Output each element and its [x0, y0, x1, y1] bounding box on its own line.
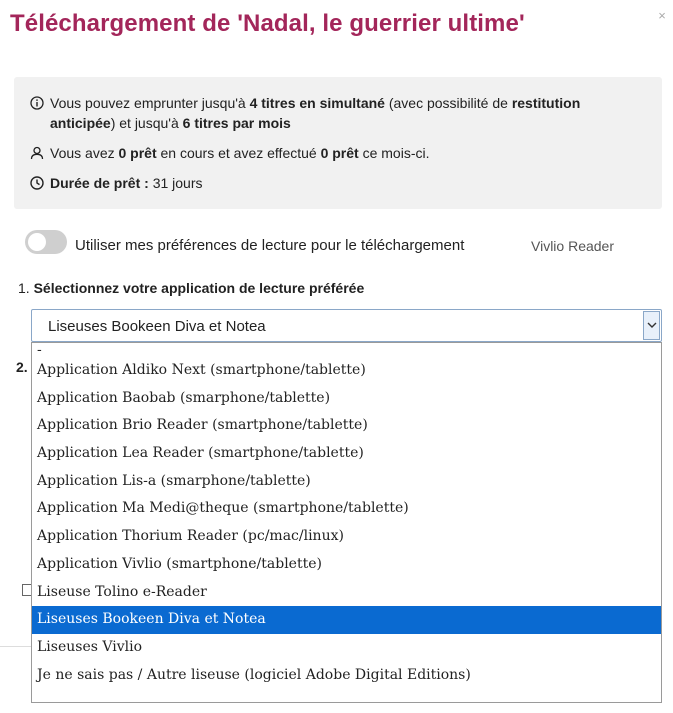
loan-info-box	[14, 77, 662, 209]
reading-preferences-row	[25, 230, 645, 256]
step2-number: 2.	[16, 359, 28, 375]
chevron-down-icon	[647, 322, 657, 329]
preferences-toggle[interactable]	[25, 230, 67, 254]
dropdown-option[interactable]: Application Brio Reader (smartphone/tablette)	[37, 417, 368, 434]
dropdown-option[interactable]: Application Lea Reader (smartphone/tablette)	[37, 445, 364, 462]
current-loans-line: Vous avez 0 prêt en cours et avez effectué 0 prêt ce mois-ci.	[30, 143, 646, 163]
step1-label: 1. Sélectionnez votre application de lecture préférée	[18, 280, 365, 296]
reading-app-options-list	[31, 342, 662, 703]
dropdown-option[interactable]: Application Baobab (smarphone/tablette)	[37, 389, 331, 406]
divider	[0, 646, 31, 647]
close-icon[interactable]: ×	[658, 8, 666, 23]
dropdown-option[interactable]: -	[37, 342, 42, 358]
dropdown-option[interactable]: Application Aldiko Next (smartphone/tablette)	[37, 362, 366, 378]
reading-app-select-value: Liseuses Bookeen Diva et Notea	[48, 318, 266, 335]
dropdown-option[interactable]: Application Lis-a (smarphone/tablette)	[37, 472, 311, 489]
loan-limit-line: Vous pouvez emprunter jusqu'à 4 titres en simultané (avec possibilité de restitution anticipée) et jusqu'à 6 titres par mois	[30, 93, 646, 133]
clock-icon	[30, 176, 44, 190]
dropdown-option[interactable]: Application Thorium Reader (pc/mac/linux)	[37, 528, 344, 545]
dropdown-option-selected[interactable]: Liseuses Bookeen Diva et Notea	[32, 606, 661, 634]
user-icon	[30, 146, 44, 160]
toggle-knob	[28, 233, 46, 251]
loan-duration-line: Durée de prêt : 31 jours	[30, 173, 646, 193]
dropdown-option[interactable]: Application Vivlio (smartphone/tablette)	[37, 555, 322, 572]
preferences-label: Utiliser mes préférences de lecture pour le téléchargement	[75, 237, 465, 254]
info-circle-icon	[30, 96, 44, 110]
dropdown-arrow[interactable]	[643, 311, 660, 340]
dropdown-option[interactable]: Application Ma Medi@theque (smartphone/tablette)	[37, 500, 409, 517]
preferred-app-name: Vivlio Reader	[531, 238, 615, 254]
dialog-title: Téléchargement de 'Nadal, le guerrier ultime'	[10, 10, 525, 37]
reading-app-select[interactable]	[31, 309, 662, 342]
dropdown-option[interactable]: Liseuse Tolino e-Reader	[37, 583, 207, 600]
dropdown-option[interactable]: Liseuses Vivlio	[37, 638, 142, 655]
dropdown-option[interactable]: Je ne sais pas / Autre liseuse (logiciel Adobe Digital Editions)	[37, 666, 471, 683]
